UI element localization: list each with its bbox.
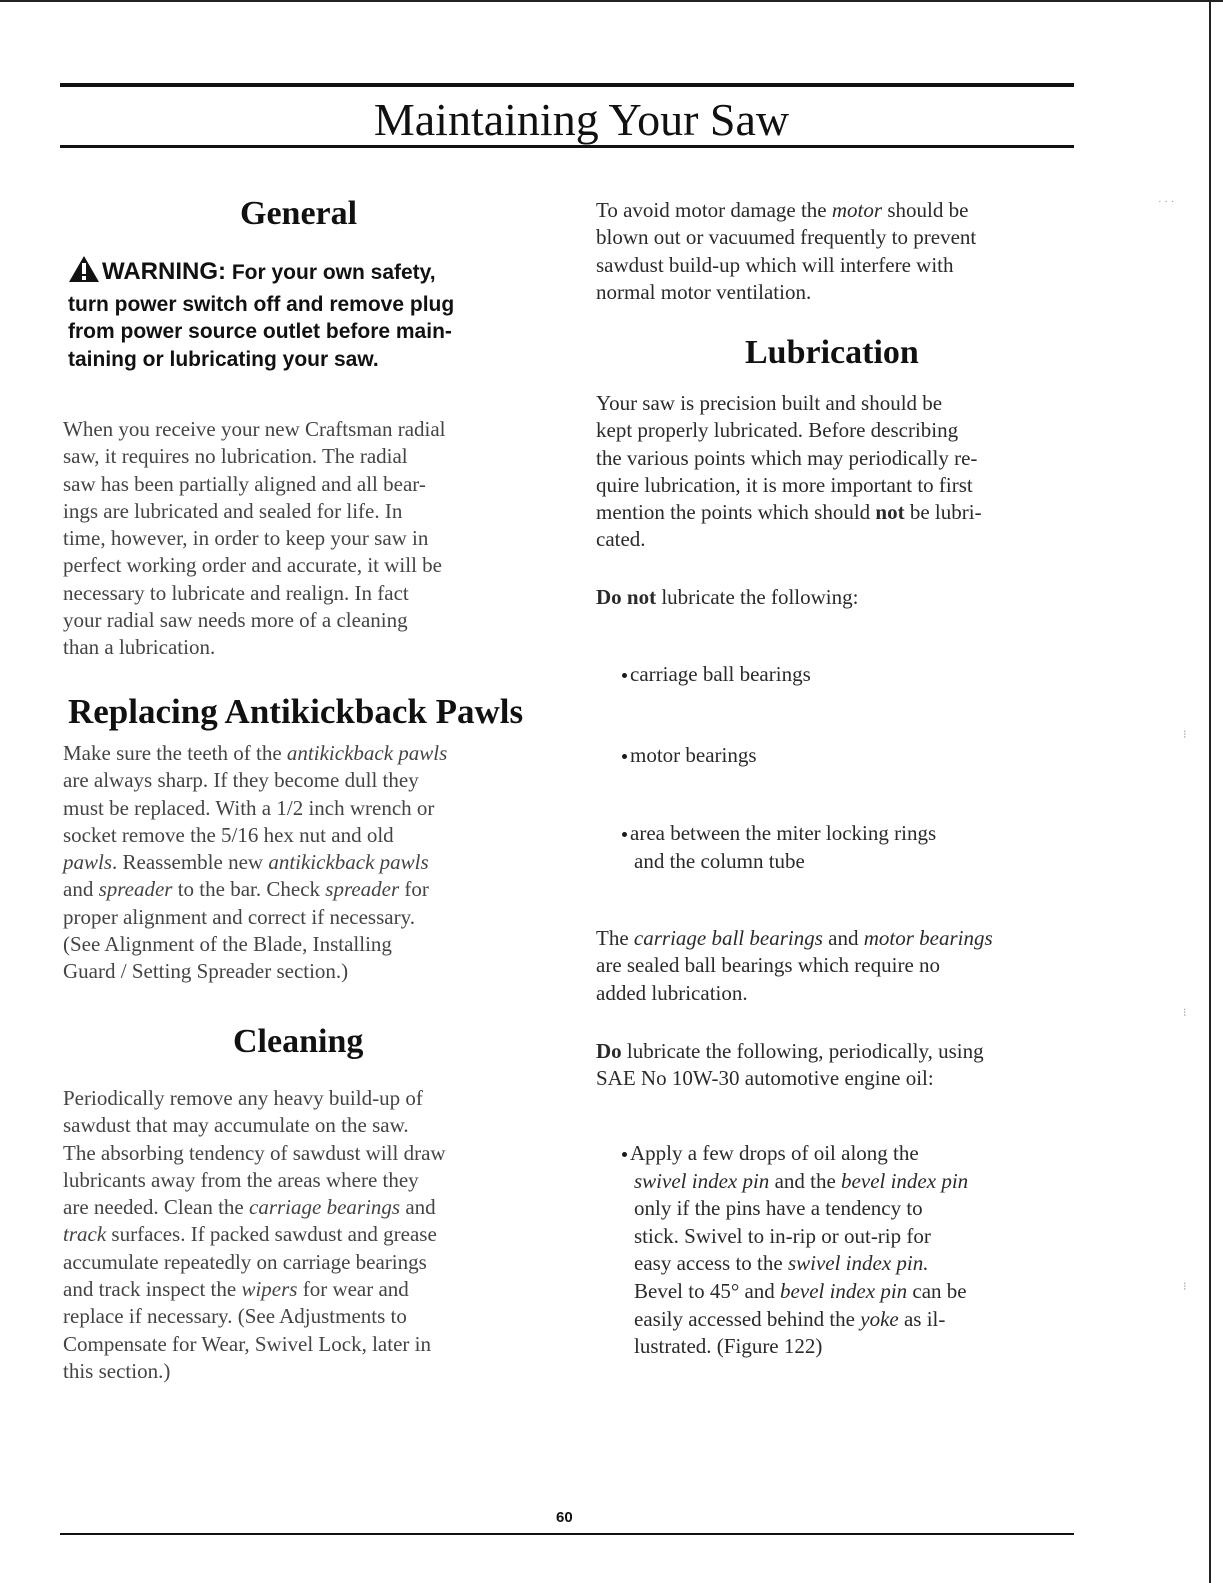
scan-speck: ⁝ [1183,729,1187,741]
text-line: Do lubricate the following, periodically, using [596,1039,984,1063]
text-line: kept properly lubricated. Before describing [596,418,959,443]
page-number: 60 [556,1509,573,1526]
bullet-dot-icon [622,832,627,837]
scan-speck: ⁝ [1183,1007,1187,1019]
text-line: track surfaces. If packed sawdust and grease [63,1222,437,1247]
warning-label: WARNING: [102,258,226,285]
text-line: are needed. Clean the carriage bearings and [63,1195,436,1220]
text-line: cated. [596,527,646,552]
text-line: ings are lubricated and sealed for life. In [63,498,403,523]
bullet-motor-bearings: motor bearings [622,742,757,770]
do-not-line: Do not lubricate the following: [596,585,859,609]
warning-text: For your own safety, [231,261,436,284]
text-line: are always sharp. If they become dull they [63,768,419,793]
page-border-top [0,0,1223,2]
sealed-bearings-paragraph [596,925,1076,1007]
apply-oil-bullet: Apply a few drops of oil along the swivel index pin and the bevel index pin only if the pins have a tendency to stick. Swivel to in-rip or out-rip for easy access to the swivel index pin. Bevel to 45° and bevel index pin can be easily accessed behind the yoke as il- lustrated. (Figure 122) [622,1140,1072,1361]
text-line: Your saw is precision built and should be [596,391,943,415]
text-line: sawdust that may accumulate on the saw. [63,1113,409,1138]
text-line: saw, it requires no lubrication. The radial [63,444,408,469]
text-line: lubricants away from the areas where they [63,1167,419,1192]
text-line: SAE No 10W-30 automotive engine oil: [596,1066,934,1091]
warning-triangle-icon [68,255,100,291]
warning-line: taining or lubricating your saw. [68,347,379,371]
text-line: normal motor ventilation. [596,279,812,304]
text-line: the various points which may periodically re- [596,445,978,470]
bullet-miter-rings: area between the miter locking rings and the column tube [622,820,936,875]
warning-line: turn power switch off and remove plug [68,292,455,316]
text-line: and spreader to the bar. Check spreader for [63,877,429,902]
text-line: blown out or vacuumed frequently to prevent [596,225,977,250]
text-line: added lubrication. [596,980,748,1005]
scan-speck: · · · [1158,196,1175,208]
lubrication-heading: Lubrication [745,334,919,371]
warning-block [68,255,558,373]
bullet-dot-icon [622,1152,627,1157]
cleaning-heading: Cleaning [233,1023,364,1060]
warning-first-line [68,255,558,291]
text-line: Guard / Setting Spreader section.) [63,959,349,984]
text-line: are sealed ball bearings which require no [596,953,941,978]
bullet-dot-icon [622,673,627,678]
pawls-heading: Replacing Antikickback Pawls [68,692,524,731]
text-line: Compensate for Wear, Swivel Lock, later in [63,1331,431,1356]
do-lubricate-paragraph [596,1038,1076,1093]
bullet-carriage-bearings: carriage ball bearings [622,661,811,689]
text-line: To avoid motor damage the motor should be [596,198,969,222]
general-heading: General [240,195,358,232]
warning-line: from power source outlet before main- [68,320,452,343]
text-line: your radial saw needs more of a cleaning [63,608,408,633]
text-line: mention the points which should not be lubri- [596,500,982,525]
motor-paragraph [596,197,1076,306]
text-line: socket remove the 5/16 hex nut and old [63,822,394,847]
text-line: than a lubrication. [63,635,216,660]
pawls-body [63,740,563,986]
bullet-continuation: and the column tube [634,848,805,873]
page-border-right [1209,0,1211,1583]
text-line: sawdust build-up which will interfere with [596,252,954,277]
text-line: necessary to lubricate and realign. In fact [63,580,409,605]
bullet-dot-icon [622,754,627,759]
text-line: replace if necessary. (See Adjustments to [63,1304,407,1329]
general-body [63,416,563,662]
lubrication-intro [596,390,1076,554]
text-line: saw has been partially aligned and all bear- [63,471,426,496]
text-line: accumulate repeatedly on carriage bearings [63,1249,427,1274]
text-line: When you receive your new Craftsman radial [63,417,446,441]
text-line: Periodically remove any heavy build-up of [63,1086,423,1110]
text-line: proper alignment and correct if necessary. [63,904,415,929]
text-line: quire lubrication, it is more important to first [596,472,973,497]
text-line: The carriage ball bearings and motor bearings [596,926,993,950]
text-line: The absorbing tendency of sawdust will draw [63,1140,446,1165]
text-line: and track inspect the wipers for wear and [63,1277,409,1302]
text-line: must be replaced. With a 1/2 inch wrench or [63,795,435,820]
text-line: pawls. Reassemble new antikickback pawls [63,850,429,875]
text-line: this section.) [63,1358,171,1383]
text-line: perfect working order and accurate, it will be [63,553,442,578]
text-line: Make sure the teeth of the antikickback pawls [63,741,448,765]
text-line: (See Alignment of the Blade, Installing [63,932,392,957]
footer-rule [60,1533,1074,1535]
page-title: Maintaining Your Saw [373,94,790,145]
title-rule-top [60,83,1074,87]
cleaning-body [63,1085,563,1385]
scan-speck: ⁝ [1183,1281,1187,1293]
text-line: time, however, in order to keep your saw in [63,526,429,551]
